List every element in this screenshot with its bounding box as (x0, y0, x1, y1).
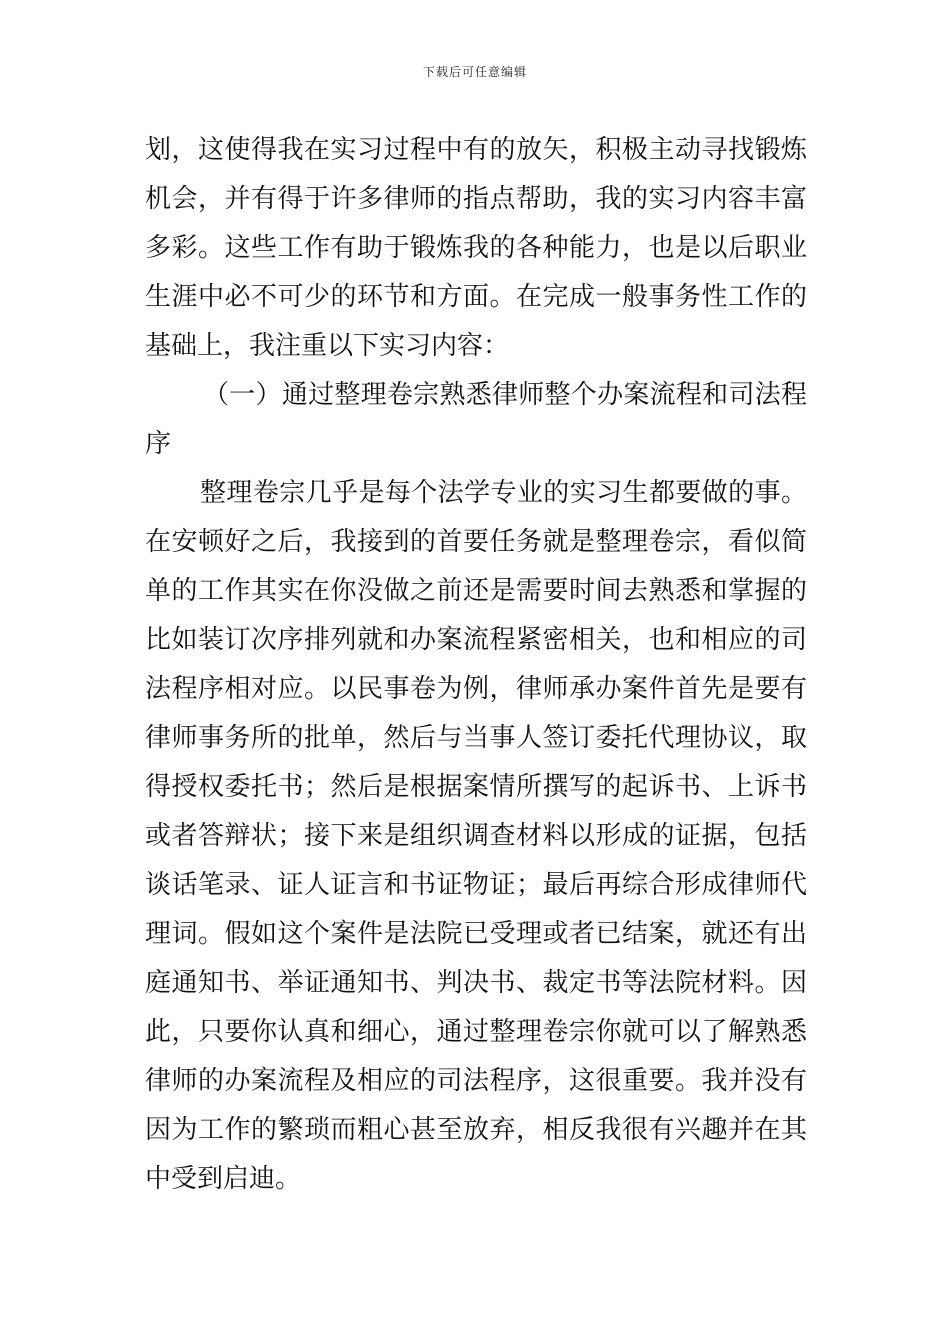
text-line: 庭通知书、举证通知书、判决书、裁定书等法院材料。因 (145, 968, 807, 998)
text-line: 法程序相对应。以民事卷为例，律师承办案件首先是要有 (145, 674, 807, 704)
text-line: 因为工作的繁琐而粗心甚至放弃，相反我很有兴趣并在其 (145, 1115, 807, 1145)
heading-line: （一）通过整理卷宗熟悉律师整个办案流程和司法程 (203, 380, 807, 410)
text-line: 理词。假如这个案件是法院已受理或者已结案，就还有出 (145, 919, 807, 949)
text-line: 谈话笔录、证人证言和书证物证；最后再综合形成律师代 (145, 870, 807, 900)
text-line: 律师的办案流程及相应的司法程序，这很重要。我并没有 (145, 1066, 807, 1096)
document-body (145, 126, 807, 1204)
text-line: 生涯中必不可少的环节和方面。在完成一般事务性工作的 (145, 282, 807, 312)
header-note: 下载后可任意编辑 (422, 65, 527, 79)
text-line: 整理卷宗几乎是每个法学专业的实习生都要做的事。 (200, 478, 807, 508)
text-line: 中受到启迪。 (145, 1164, 302, 1194)
paragraph-intro (145, 126, 807, 371)
text-line: 划，这使得我在实习过程中有的放矢，积极主动寻找锻炼 (145, 135, 807, 165)
paragraph-body (145, 469, 807, 1204)
text-line: 单的工作其实在你没做之前还是需要时间去熟悉和掌握的 (145, 576, 807, 606)
text-line: 多彩。这些工作有助于锻炼我的各种能力，也是以后职业 (145, 233, 807, 263)
text-line: 或者答辩状；接下来是组织调查材料以形成的证据，包括 (145, 821, 807, 851)
text-line: 律师事务所的批单，然后与当事人签订委托代理协议，取 (145, 723, 807, 753)
text-line: 得授权委托书；然后是根据案情所撰写的起诉书、上诉书 (145, 772, 807, 802)
section-heading (145, 371, 807, 469)
heading-line: 序 (145, 429, 172, 459)
text-line: 此，只要你认真和细心，通过整理卷宗你就可以了解熟悉 (145, 1017, 807, 1047)
text-line: 比如装订次序排列就和办案流程紧密相关，也和相应的司 (145, 625, 807, 655)
text-line: 基础上，我注重以下实习内容： (145, 331, 510, 361)
text-line: 机会，并有得于许多律师的指点帮助，我的实习内容丰富 (145, 184, 807, 214)
text-line: 在安顿好之后，我接到的首要任务就是整理卷宗，看似简 (145, 527, 807, 557)
